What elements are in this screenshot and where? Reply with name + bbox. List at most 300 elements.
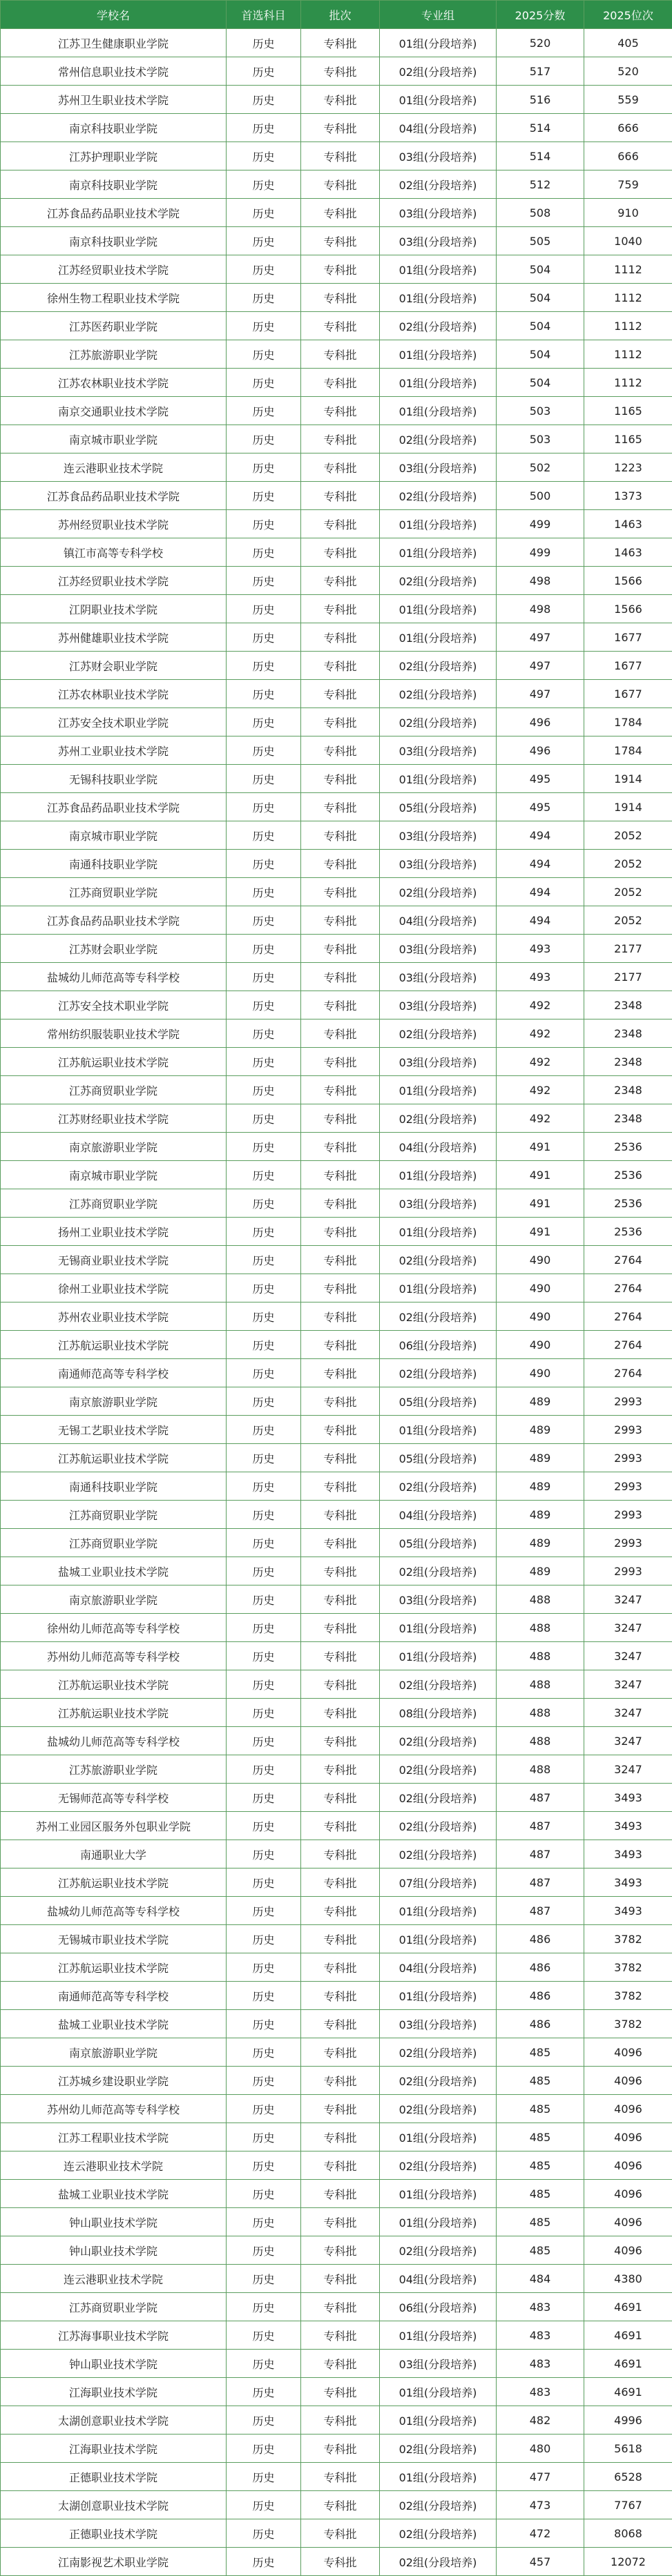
table-row <box>1 1784 672 1812</box>
header-2025-score: 2025分数 <box>497 1 584 29</box>
table-row <box>1 680 672 708</box>
table-row <box>1 2293 672 2321</box>
table-row <box>1 1642 672 1670</box>
cell-2025-rank: 3493 <box>584 1868 672 1897</box>
cell-batch: 专科批 <box>301 1076 380 1104</box>
cell-school-name: 南京科技职业学院 <box>1 227 227 255</box>
cell-first-subject: 历史 <box>227 595 301 623</box>
cell-major-group: 01组(分段培养) <box>380 2180 497 2208</box>
cell-batch: 专科批 <box>301 2519 380 2548</box>
cell-batch: 专科批 <box>301 397 380 425</box>
table-row <box>1 453 672 482</box>
cell-2025-score: 487 <box>497 1812 584 1840</box>
table-row <box>1 1444 672 1472</box>
cell-batch: 专科批 <box>301 736 380 765</box>
cell-major-group: 01组(分段培养) <box>380 1161 497 1189</box>
cell-batch: 专科批 <box>301 255 380 284</box>
cell-major-group: 01组(分段培养) <box>380 2321 497 2350</box>
table-row <box>1 2010 672 2038</box>
cell-major-group: 04组(分段培养) <box>380 114 497 142</box>
cell-2025-score: 489 <box>497 1472 584 1501</box>
table-row <box>1 1699 672 1727</box>
cell-first-subject: 历史 <box>227 1218 301 1246</box>
cell-first-subject: 历史 <box>227 482 301 510</box>
cell-batch: 专科批 <box>301 1642 380 1670</box>
table-row <box>1 1161 672 1189</box>
table-row <box>1 1302 672 1331</box>
cell-first-subject: 历史 <box>227 652 301 680</box>
cell-first-subject: 历史 <box>227 1161 301 1189</box>
cell-2025-rank: 4096 <box>584 2123 672 2151</box>
table-row <box>1 850 672 878</box>
cell-first-subject: 历史 <box>227 1670 301 1699</box>
table-row <box>1 1501 672 1529</box>
cell-first-subject: 历史 <box>227 1189 301 1218</box>
cell-first-subject: 历史 <box>227 1585 301 1614</box>
cell-major-group: 02组(分段培养) <box>380 2491 497 2519</box>
cell-2025-score: 486 <box>497 1982 584 2010</box>
cell-first-subject: 历史 <box>227 2151 301 2180</box>
cell-school-name: 苏州卫生职业技术学院 <box>1 86 227 114</box>
table-row <box>1 821 672 850</box>
cell-batch: 专科批 <box>301 1472 380 1501</box>
header-first-subject: 首选科目 <box>227 1 301 29</box>
cell-major-group: 03组(分段培养) <box>380 821 497 850</box>
cell-school-name: 江苏旅游职业学院 <box>1 1755 227 1784</box>
table-row <box>1 2463 672 2491</box>
cell-school-name: 徐州生物工程职业技术学院 <box>1 284 227 312</box>
cell-2025-rank: 4096 <box>584 2067 672 2095</box>
cell-batch: 专科批 <box>301 1670 380 1699</box>
table-row <box>1 1529 672 1557</box>
cell-batch: 专科批 <box>301 1727 380 1755</box>
cell-first-subject: 历史 <box>227 2463 301 2491</box>
cell-major-group: 02组(分段培养) <box>380 1670 497 1699</box>
cell-2025-rank: 1914 <box>584 765 672 793</box>
cell-2025-rank: 6528 <box>584 2463 672 2491</box>
header-major-group: 专业组 <box>380 1 497 29</box>
table-row <box>1 510 672 538</box>
cell-major-group: 02组(分段培养) <box>380 567 497 595</box>
cell-batch: 专科批 <box>301 57 380 86</box>
cell-major-group: 01组(分段培养) <box>380 510 497 538</box>
cell-batch: 专科批 <box>301 1161 380 1189</box>
cell-first-subject: 历史 <box>227 510 301 538</box>
cell-2025-score: 473 <box>497 2491 584 2519</box>
cell-first-subject: 历史 <box>227 1840 301 1868</box>
cell-2025-score: 483 <box>497 2350 584 2378</box>
table-row <box>1 1104 672 1133</box>
cell-2025-score: 495 <box>497 793 584 821</box>
cell-batch: 专科批 <box>301 2123 380 2151</box>
cell-major-group: 01组(分段培养) <box>380 1076 497 1104</box>
cell-batch: 专科批 <box>301 227 380 255</box>
cell-2025-score: 503 <box>497 397 584 425</box>
cell-first-subject: 历史 <box>227 199 301 227</box>
table-row <box>1 1133 672 1161</box>
cell-school-name: 苏州工业职业技术学院 <box>1 736 227 765</box>
cell-school-name: 常州纺织服装职业技术学院 <box>1 1019 227 1048</box>
cell-2025-rank: 2993 <box>584 1529 672 1557</box>
table-row <box>1 1076 672 1104</box>
cell-batch: 专科批 <box>301 1416 380 1444</box>
cell-first-subject: 历史 <box>227 340 301 369</box>
table-row <box>1 1019 672 1048</box>
cell-major-group: 02组(分段培养) <box>380 1840 497 1868</box>
cell-school-name: 正德职业技术学院 <box>1 2519 227 2548</box>
cell-first-subject: 历史 <box>227 680 301 708</box>
cell-school-name: 南京交通职业技术学院 <box>1 397 227 425</box>
cell-major-group: 07组(分段培养) <box>380 1868 497 1897</box>
cell-major-group: 01组(分段培养) <box>380 397 497 425</box>
cell-2025-rank: 1112 <box>584 312 672 340</box>
cell-2025-score: 457 <box>497 2548 584 2576</box>
cell-2025-rank: 1784 <box>584 736 672 765</box>
cell-school-name: 江苏城乡建设职业学院 <box>1 2067 227 2095</box>
cell-first-subject: 历史 <box>227 567 301 595</box>
cell-2025-score: 486 <box>497 1953 584 1982</box>
cell-major-group: 01组(分段培养) <box>380 2208 497 2236</box>
cell-2025-score: 486 <box>497 2010 584 2038</box>
cell-major-group: 02组(分段培养) <box>380 652 497 680</box>
cell-school-name: 盐城工业职业技术学院 <box>1 1557 227 1585</box>
table-row <box>1 1472 672 1501</box>
cell-batch: 专科批 <box>301 1019 380 1048</box>
cell-first-subject: 历史 <box>227 623 301 652</box>
cell-first-subject: 历史 <box>227 1331 301 1359</box>
cell-school-name: 南京旅游职业学院 <box>1 1585 227 1614</box>
cell-school-name: 江苏商贸职业学院 <box>1 878 227 906</box>
cell-school-name: 钟山职业技术学院 <box>1 2350 227 2378</box>
cell-first-subject: 历史 <box>227 1359 301 1387</box>
cell-school-name: 南通师范高等专科学校 <box>1 1359 227 1387</box>
cell-first-subject: 历史 <box>227 2180 301 2208</box>
table-row <box>1 595 672 623</box>
table-row <box>1 425 672 453</box>
cell-school-name: 江苏护理职业学院 <box>1 142 227 170</box>
cell-2025-score: 477 <box>497 2463 584 2491</box>
cell-2025-rank: 520 <box>584 57 672 86</box>
table-row <box>1 793 672 821</box>
cell-first-subject: 历史 <box>227 1387 301 1416</box>
cell-2025-score: 485 <box>497 2208 584 2236</box>
cell-2025-rank: 3493 <box>584 1784 672 1812</box>
cell-major-group: 01组(分段培养) <box>380 29 497 57</box>
cell-2025-score: 493 <box>497 935 584 963</box>
cell-2025-score: 492 <box>497 991 584 1019</box>
cell-batch: 专科批 <box>301 86 380 114</box>
cell-2025-rank: 1784 <box>584 708 672 736</box>
cell-school-name: 苏州农业职业技术学院 <box>1 1302 227 1331</box>
cell-major-group: 04组(分段培养) <box>380 1133 497 1161</box>
header-2025-rank: 2025位次 <box>584 1 672 29</box>
cell-batch: 专科批 <box>301 2208 380 2236</box>
cell-2025-rank: 2177 <box>584 935 672 963</box>
cell-school-name: 江苏工程职业技术学院 <box>1 2123 227 2151</box>
cell-2025-score: 484 <box>497 2265 584 2293</box>
cell-first-subject: 历史 <box>227 906 301 935</box>
cell-batch: 专科批 <box>301 369 380 397</box>
cell-school-name: 钟山职业技术学院 <box>1 2208 227 2236</box>
cell-major-group: 02组(分段培养) <box>380 1727 497 1755</box>
cell-2025-rank: 3247 <box>584 1670 672 1699</box>
cell-major-group: 05组(分段培养) <box>380 1387 497 1416</box>
cell-major-group: 06组(分段培养) <box>380 1331 497 1359</box>
cell-first-subject: 历史 <box>227 397 301 425</box>
cell-major-group: 03组(分段培养) <box>380 935 497 963</box>
cell-school-name: 扬州工业职业技术学院 <box>1 1218 227 1246</box>
cell-school-name: 江苏食品药品职业技术学院 <box>1 793 227 821</box>
cell-first-subject: 历史 <box>227 736 301 765</box>
cell-first-subject: 历史 <box>227 793 301 821</box>
cell-batch: 专科批 <box>301 2038 380 2067</box>
cell-first-subject: 历史 <box>227 2519 301 2548</box>
cell-2025-score: 485 <box>497 2095 584 2123</box>
cell-first-subject: 历史 <box>227 1642 301 1670</box>
cell-first-subject: 历史 <box>227 2123 301 2151</box>
cell-batch: 专科批 <box>301 425 380 453</box>
cell-batch: 专科批 <box>301 142 380 170</box>
table-row <box>1 1755 672 1784</box>
cell-2025-score: 483 <box>497 2321 584 2350</box>
table-row <box>1 1812 672 1840</box>
cell-major-group: 02组(分段培养) <box>380 1812 497 1840</box>
cell-batch: 专科批 <box>301 1331 380 1359</box>
cell-major-group: 01组(分段培养) <box>380 255 497 284</box>
cell-school-name: 正德职业技术学院 <box>1 2463 227 2491</box>
cell-batch: 专科批 <box>301 1133 380 1161</box>
cell-2025-rank: 1112 <box>584 284 672 312</box>
cell-2025-rank: 2052 <box>584 878 672 906</box>
cell-major-group: 03组(分段培养) <box>380 453 497 482</box>
cell-2025-rank: 3782 <box>584 2010 672 2038</box>
cell-first-subject: 历史 <box>227 1274 301 1302</box>
table-row <box>1 1218 672 1246</box>
cell-2025-score: 514 <box>497 142 584 170</box>
cell-batch: 专科批 <box>301 538 380 567</box>
cell-major-group: 01组(分段培养) <box>380 2463 497 2491</box>
cell-batch: 专科批 <box>301 1925 380 1953</box>
cell-2025-score: 498 <box>497 567 584 595</box>
cell-major-group: 05组(分段培养) <box>380 1444 497 1472</box>
cell-first-subject: 历史 <box>227 1444 301 1472</box>
cell-major-group: 05组(分段培养) <box>380 793 497 821</box>
cell-major-group: 02组(分段培养) <box>380 1755 497 1784</box>
cell-batch: 专科批 <box>301 2180 380 2208</box>
cell-2025-score: 483 <box>497 2378 584 2406</box>
cell-school-name: 南京旅游职业学院 <box>1 2038 227 2067</box>
cell-2025-score: 499 <box>497 510 584 538</box>
cell-school-name: 南京科技职业学院 <box>1 170 227 199</box>
cell-2025-rank: 1223 <box>584 453 672 482</box>
table-row <box>1 1359 672 1387</box>
cell-2025-score: 490 <box>497 1331 584 1359</box>
cell-first-subject: 历史 <box>227 284 301 312</box>
cell-first-subject: 历史 <box>227 1019 301 1048</box>
cell-first-subject: 历史 <box>227 1302 301 1331</box>
cell-2025-rank: 4691 <box>584 2321 672 2350</box>
cell-2025-score: 485 <box>497 2038 584 2067</box>
table-header-row <box>1 1 672 29</box>
cell-school-name: 江苏航运职业技术学院 <box>1 1953 227 1982</box>
cell-school-name: 南京城市职业学院 <box>1 1161 227 1189</box>
cell-major-group: 03组(分段培养) <box>380 227 497 255</box>
cell-school-name: 江苏医药职业学院 <box>1 312 227 340</box>
cell-batch: 专科批 <box>301 878 380 906</box>
cell-2025-score: 492 <box>497 1019 584 1048</box>
cell-2025-rank: 1677 <box>584 623 672 652</box>
cell-school-name: 无锡科技职业学院 <box>1 765 227 793</box>
cell-2025-score: 488 <box>497 1727 584 1755</box>
cell-2025-rank: 759 <box>584 170 672 199</box>
cell-major-group: 02组(分段培养) <box>380 1557 497 1585</box>
cell-batch: 专科批 <box>301 850 380 878</box>
cell-2025-score: 485 <box>497 2067 584 2095</box>
cell-school-name: 盐城幼儿师范高等专科学校 <box>1 1727 227 1755</box>
table-row <box>1 397 672 425</box>
cell-2025-score: 490 <box>497 1302 584 1331</box>
cell-school-name: 江苏航运职业技术学院 <box>1 1670 227 1699</box>
cell-school-name: 常州信息职业技术学院 <box>1 57 227 86</box>
cell-major-group: 02组(分段培养) <box>380 1359 497 1387</box>
cell-major-group: 01组(分段培养) <box>380 765 497 793</box>
table-row <box>1 906 672 935</box>
cell-school-name: 江苏旅游职业学院 <box>1 340 227 369</box>
cell-first-subject: 历史 <box>227 170 301 199</box>
cell-major-group: 02组(分段培养) <box>380 57 497 86</box>
cell-major-group: 02组(分段培养) <box>380 312 497 340</box>
cell-school-name: 江苏食品药品职业技术学院 <box>1 482 227 510</box>
table-row <box>1 765 672 793</box>
cell-major-group: 02组(分段培养) <box>380 2548 497 2576</box>
cell-batch: 专科批 <box>301 2350 380 2378</box>
cell-2025-score: 503 <box>497 425 584 453</box>
cell-school-name: 南京科技职业学院 <box>1 114 227 142</box>
cell-2025-score: 494 <box>497 821 584 850</box>
cell-2025-rank: 2177 <box>584 963 672 991</box>
cell-2025-score: 489 <box>497 1416 584 1444</box>
cell-first-subject: 历史 <box>227 1529 301 1557</box>
cell-major-group: 03组(分段培养) <box>380 1585 497 1614</box>
cell-first-subject: 历史 <box>227 2350 301 2378</box>
cell-batch: 专科批 <box>301 170 380 199</box>
cell-batch: 专科批 <box>301 1274 380 1302</box>
cell-first-subject: 历史 <box>227 2321 301 2350</box>
cell-2025-score: 489 <box>497 1529 584 1557</box>
cell-2025-rank: 2052 <box>584 821 672 850</box>
table-row <box>1 340 672 369</box>
cell-2025-rank: 559 <box>584 86 672 114</box>
cell-2025-rank: 3247 <box>584 1614 672 1642</box>
cell-2025-score: 512 <box>497 170 584 199</box>
cell-school-name: 江苏安全技术职业学院 <box>1 991 227 1019</box>
cell-first-subject: 历史 <box>227 708 301 736</box>
cell-school-name: 盐城工业职业技术学院 <box>1 2180 227 2208</box>
cell-2025-rank: 3247 <box>584 1727 672 1755</box>
cell-2025-score: 485 <box>497 2236 584 2265</box>
cell-2025-rank: 2348 <box>584 1048 672 1076</box>
cell-first-subject: 历史 <box>227 2293 301 2321</box>
cell-2025-score: 489 <box>497 1444 584 1472</box>
cell-first-subject: 历史 <box>227 142 301 170</box>
table-row <box>1 538 672 567</box>
cell-2025-rank: 2764 <box>584 1331 672 1359</box>
cell-first-subject: 历史 <box>227 935 301 963</box>
table-row <box>1 2378 672 2406</box>
table-row <box>1 1557 672 1585</box>
cell-major-group: 08组(分段培养) <box>380 1699 497 1727</box>
cell-school-name: 盐城幼儿师范高等专科学校 <box>1 963 227 991</box>
table-row <box>1 2321 672 2350</box>
cell-school-name: 南通科技职业学院 <box>1 850 227 878</box>
cell-batch: 专科批 <box>301 680 380 708</box>
cell-school-name: 连云港职业技术学院 <box>1 2265 227 2293</box>
cell-2025-score: 488 <box>497 1614 584 1642</box>
cell-first-subject: 历史 <box>227 2010 301 2038</box>
cell-major-group: 05组(分段培养) <box>380 1529 497 1557</box>
cell-2025-rank: 3247 <box>584 1642 672 1670</box>
cell-batch: 专科批 <box>301 2463 380 2491</box>
cell-2025-score: 494 <box>497 878 584 906</box>
cell-batch: 专科批 <box>301 1501 380 1529</box>
cell-2025-score: 494 <box>497 850 584 878</box>
table-row <box>1 255 672 284</box>
cell-batch: 专科批 <box>301 821 380 850</box>
cell-major-group: 01组(分段培养) <box>380 1218 497 1246</box>
cell-2025-rank: 2348 <box>584 1076 672 1104</box>
cell-2025-score: 504 <box>497 255 584 284</box>
cell-school-name: 江苏农林职业技术学院 <box>1 680 227 708</box>
cell-school-name: 苏州幼儿师范高等专科学校 <box>1 1642 227 1670</box>
cell-batch: 专科批 <box>301 2151 380 2180</box>
cell-batch: 专科批 <box>301 340 380 369</box>
cell-2025-rank: 1112 <box>584 340 672 369</box>
cell-2025-rank: 5618 <box>584 2434 672 2463</box>
cell-batch: 专科批 <box>301 1784 380 1812</box>
cell-2025-rank: 3782 <box>584 1982 672 2010</box>
cell-school-name: 南通科技职业学院 <box>1 1472 227 1501</box>
cell-major-group: 01组(分段培养) <box>380 1614 497 1642</box>
cell-school-name: 江苏卫生健康职业学院 <box>1 29 227 57</box>
cell-major-group: 02组(分段培养) <box>380 2236 497 2265</box>
table-row <box>1 2123 672 2151</box>
table-row <box>1 57 672 86</box>
table-row <box>1 2095 672 2123</box>
cell-major-group: 02组(分段培养) <box>380 2095 497 2123</box>
cell-2025-score: 516 <box>497 86 584 114</box>
cell-2025-rank: 2993 <box>584 1444 672 1472</box>
cell-2025-score: 488 <box>497 1755 584 1784</box>
cell-2025-score: 490 <box>497 1274 584 1302</box>
cell-batch: 专科批 <box>301 1840 380 1868</box>
cell-major-group: 02组(分段培养) <box>380 878 497 906</box>
cell-school-name: 苏州经贸职业技术学院 <box>1 510 227 538</box>
cell-batch: 专科批 <box>301 567 380 595</box>
cell-2025-rank: 2764 <box>584 1302 672 1331</box>
cell-batch: 专科批 <box>301 1755 380 1784</box>
cell-2025-rank: 3247 <box>584 1755 672 1784</box>
cell-2025-score: 487 <box>497 1868 584 1897</box>
cell-2025-rank: 4096 <box>584 2151 672 2180</box>
cell-2025-score: 488 <box>497 1642 584 1670</box>
cell-first-subject: 历史 <box>227 227 301 255</box>
cell-major-group: 01组(分段培养) <box>380 595 497 623</box>
cell-major-group: 06组(分段培养) <box>380 2293 497 2321</box>
cell-major-group: 02组(分段培养) <box>380 708 497 736</box>
cell-2025-rank: 666 <box>584 142 672 170</box>
cell-batch: 专科批 <box>301 906 380 935</box>
cell-major-group: 01组(分段培养) <box>380 2406 497 2434</box>
